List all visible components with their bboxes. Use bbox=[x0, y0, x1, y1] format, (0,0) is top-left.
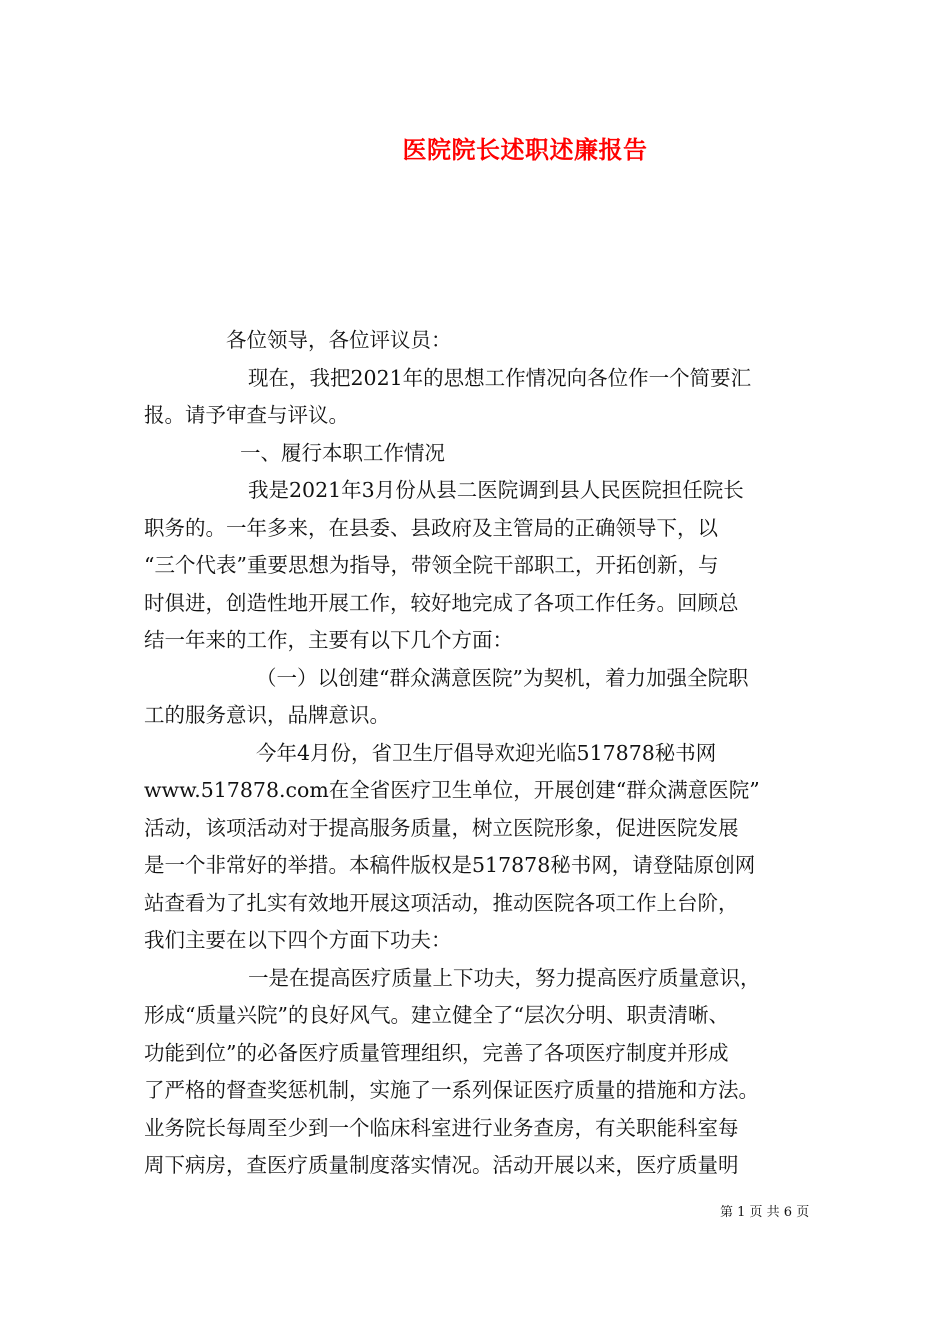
document-body bbox=[144, 322, 806, 1185]
body-line: 周下病房，查医疗质量制度落实情况。活动开展以来，医疗质量明 bbox=[144, 1153, 739, 1177]
body-line: 时俱进，创造性地开展工作，较好地完成了各项工作任务。回顾总 bbox=[144, 590, 739, 615]
body-line: 我是2021年3月份从县二医院调到县人民医院担任院长 bbox=[248, 478, 744, 502]
body-line: 形成“质量兴院”的良好风气。建立健全了“层次分明、职责清晰、 bbox=[144, 1003, 729, 1027]
body-line: 活动，该项活动对于提高服务质量，树立医院形象，促进医院发展 bbox=[144, 815, 739, 840]
body-line: 各位领导，各位评议员： bbox=[226, 328, 452, 352]
body-line: 报。请予审查与评议。 bbox=[144, 403, 349, 427]
body-line: 一是在提高医疗质量上下功夫，努力提高医疗质量意识， bbox=[248, 965, 761, 990]
body-line: 工的服务意识，品牌意识。 bbox=[144, 703, 390, 727]
body-line: 今年4月份，省卫生厅倡导欢迎光临517878秘书网 bbox=[256, 740, 717, 765]
body-line: 功能到位”的必备医疗质量管理组织，完善了各项医疗制度并形成 bbox=[144, 1040, 729, 1065]
body-line: www.517878.com在全省医疗卫生单位，开展创建“群众满意医院” bbox=[144, 778, 760, 802]
body-line: 业务院长每周至少到一个临床科室进行业务查房，有关职能科室每 bbox=[144, 1115, 739, 1140]
body-line: 结一年来的工作，主要有以下几个方面： bbox=[144, 628, 513, 652]
body-line: 我们主要在以下四个方面下功夫： bbox=[144, 928, 452, 952]
body-line: 站查看为了扎实有效地开展这项活动，推动医院各项工作上台阶， bbox=[144, 890, 739, 915]
body-line: 了严格的督查奖惩机制，实施了一系列保证医疗质量的措施和方法。 bbox=[144, 1078, 759, 1102]
body-line: （一）以创建“群众满意医院”为契机，着力加强全院职 bbox=[256, 665, 749, 690]
document-title: 医院院长述职述廉报告 bbox=[402, 135, 648, 164]
page-number: 第 1 页 共 6 页 bbox=[720, 1205, 810, 1220]
body-line: 一、履行本职工作情况 bbox=[240, 440, 445, 465]
body-line: 是一个非常好的举措。本稿件版权是517878秘书网，请登陆原创网 bbox=[144, 853, 756, 877]
body-line: 职务的。一年多来，在县委、县政府及主管局的正确领导下，以 bbox=[144, 515, 718, 540]
body-line: “三个代表”重要思想为指导，带领全院干部职工，开拓创新，与 bbox=[144, 553, 719, 577]
body-line: 现在，我把2021年的思想工作情况向各位作一个简要汇 bbox=[248, 365, 752, 390]
